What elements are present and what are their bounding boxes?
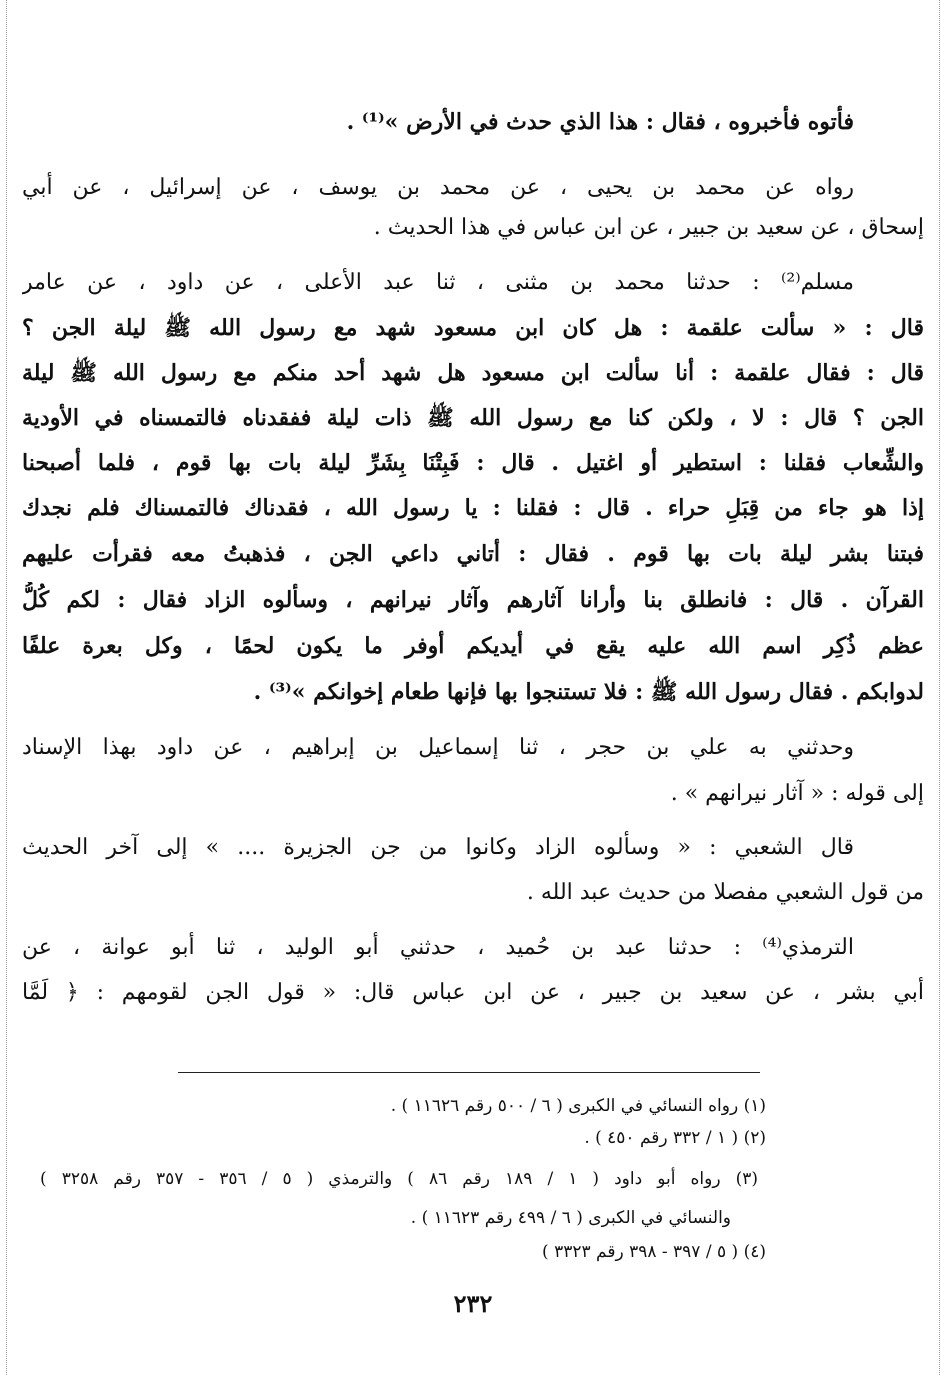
footnote-1: (١) رواه النسائي في الكبرى ( ٦ / ٥٠٠ رقم ١١٦٢٦ ) .: [390, 1096, 766, 1116]
text-line-13: لدوابكم . فقال رسول الله ﷺ : فلا تستنجوا بها فإنها طعام إخوانكم »⁽³⁾ .: [253, 679, 924, 705]
text-line-19: أبي بشر ، عن سعيد بن جبير ، عن ابن عباس قال: « قول الجن لقومهم : ﴿ لَمَّا: [22, 980, 924, 1005]
scan-edge-right: [939, 0, 946, 1375]
text-line-6: قال : فقال علقمة : أنا سألت ابن مسعود هل شهد أحد منكم مع رسول الله ﷺ ليلة: [22, 360, 924, 386]
footnote-4: (٤) ( ٥ / ٣٩٧ - ٣٩٨ رقم ٣٣٢٣ ): [542, 1242, 766, 1262]
text-line-5: قال : « سألت علقمة : هل كان ابن مسعود شهد مع رسول الله ﷺ ليلة الجن ؟: [22, 315, 924, 341]
footnote-2: (٢) ( ١ / ٣٣٢ رقم ٤٥٠ ) .: [584, 1128, 766, 1148]
page-number: ٢٣٢: [453, 1289, 493, 1318]
text-line-2: رواه عن محمد بن يحيى ، عن محمد بن يوسف ، عن إسرائيل ، عن أبي: [22, 175, 854, 200]
text-line-18: الترمذي⁽⁴⁾ : حدثنا عبد بن حُميد ، حدثني أبو الوليد ، ثنا أبو عوانة ، عن: [22, 935, 854, 960]
scan-edge-left: [0, 0, 7, 1375]
footnote-3: (٣) رواه أبو داود ( ١ / ١٨٩ رقم ٨٦ ) والترمذي ( ٥ / ٣٥٦ - ٣٥٧ رقم ٣٢٥٨ ): [40, 1169, 758, 1189]
text-line-8: والشِّعاب فقلنا : استطير أو اغتيل . قال : فَبِتْنَا بِشَرِّ ليلة بات بها قوم ، فلما أصبحنا: [22, 450, 924, 476]
text-line-9: إذا هو جاء من قِبَلِ حراء . قال : فقلنا : يا رسول الله ، فقدناك فالتمسناك فلم نجدك: [22, 495, 924, 521]
footnote-separator: [178, 1072, 760, 1073]
text-line-7: الجن ؟ قال : لا ، ولكن كنا مع رسول الله ﷺ ذات ليلة ففقدناه فالتمسناه في الأودية: [22, 405, 924, 431]
text-line-17: من قول الشعبي مفصلا من حديث عبد الله .: [526, 880, 924, 905]
text-line-1: فأتوه فأخبروه ، فقال : هذا الذي حدث في الأرض »⁽¹⁾ .: [346, 109, 854, 135]
text-line-3: إسحاق ، عن سعيد بن جبير ، عن ابن عباس في هذا الحديث .: [373, 215, 924, 240]
text-line-16: قال الشعبي : « وسألوه الزاد وكانوا من جن الجزيرة .... » إلى آخر الحديث: [22, 835, 854, 860]
text-line-14: وحدثني به علي بن حجر ، ثنا إسماعيل بن إبراهيم ، عن داود بهذا الإسناد: [22, 735, 854, 760]
text-line-11: القرآن . قال : فانطلق بنا وأرانا آثارهم وآثار نيرانهم ، وسألوه الزاد فقال : لكم كُلُّ: [22, 587, 924, 613]
text-line-10: فبتنا بشر ليلة بات بها قوم . فقال : أتاني داعي الجن ، فذهبتُ معه فقرأت عليهم: [22, 541, 924, 567]
text-line-15: إلى قوله : « آثار نيرانهم » .: [670, 781, 924, 806]
text-line-12: عظم ذُكِر اسم الله عليه يقع في أيديكم أوفر ما يكون لحمًا ، وكل بعرة علفًا: [22, 633, 924, 659]
footnote-3-continued: والنسائي في الكبرى ( ٦ / ٤٩٩ رقم ١١٦٢٣ ) .: [410, 1208, 731, 1228]
text-line-4: مسلم⁽²⁾ : حدثنا محمد بن مثنى ، ثنا عبد الأعلى ، عن داود ، عن عامر: [22, 270, 854, 295]
